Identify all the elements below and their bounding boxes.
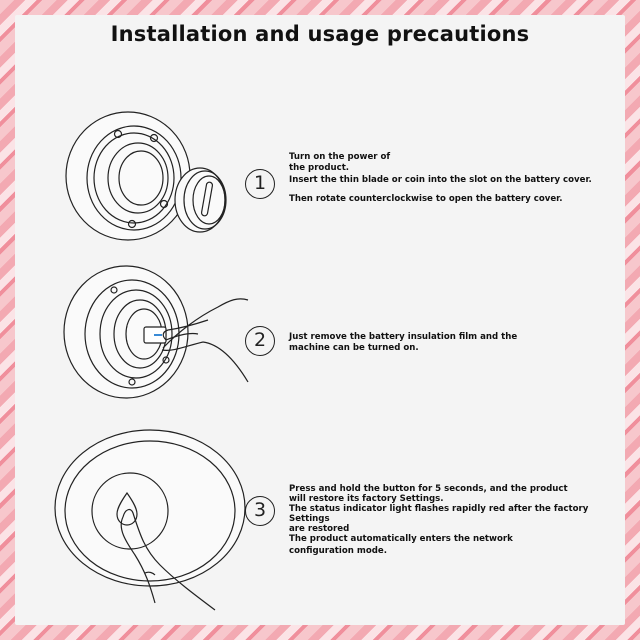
step1-line: Turn on the power of: [289, 152, 391, 162]
step3-line: are restored: [289, 524, 350, 534]
step2-line: machine can be turned on.: [289, 342, 419, 353]
step3-line: The product automatically enters the network: [289, 534, 513, 544]
step3-text: [289, 484, 619, 556]
step2-line: Just remove the battery insulation film and the: [289, 332, 518, 342]
step3-line: Press and hold the button for 5 seconds, and the product: [289, 484, 568, 494]
step1-number: 1: [245, 169, 275, 199]
step1-illustration: [60, 108, 250, 253]
step3-line: The status indicator light flashes rapidly red after the factory Settings: [289, 504, 589, 524]
step1-line: Then rotate counterclockwise to open the battery cover.: [289, 193, 563, 204]
step1-line: Insert the thin blade or coin into the slot on the battery cover.: [289, 175, 592, 185]
step2-number: 2: [245, 326, 275, 356]
step2-text: [289, 332, 619, 353]
step1-text: [289, 152, 619, 204]
step3-line: configuration mode.: [289, 546, 387, 556]
page-title: Installation and usage precautions: [110, 22, 530, 46]
step1-line: the product.: [289, 162, 350, 173]
step3-line: will restore its factory Settings.: [289, 494, 444, 504]
step2-illustration: [58, 262, 258, 407]
step3-illustration: [45, 425, 255, 615]
step3-number: 3: [245, 496, 275, 526]
